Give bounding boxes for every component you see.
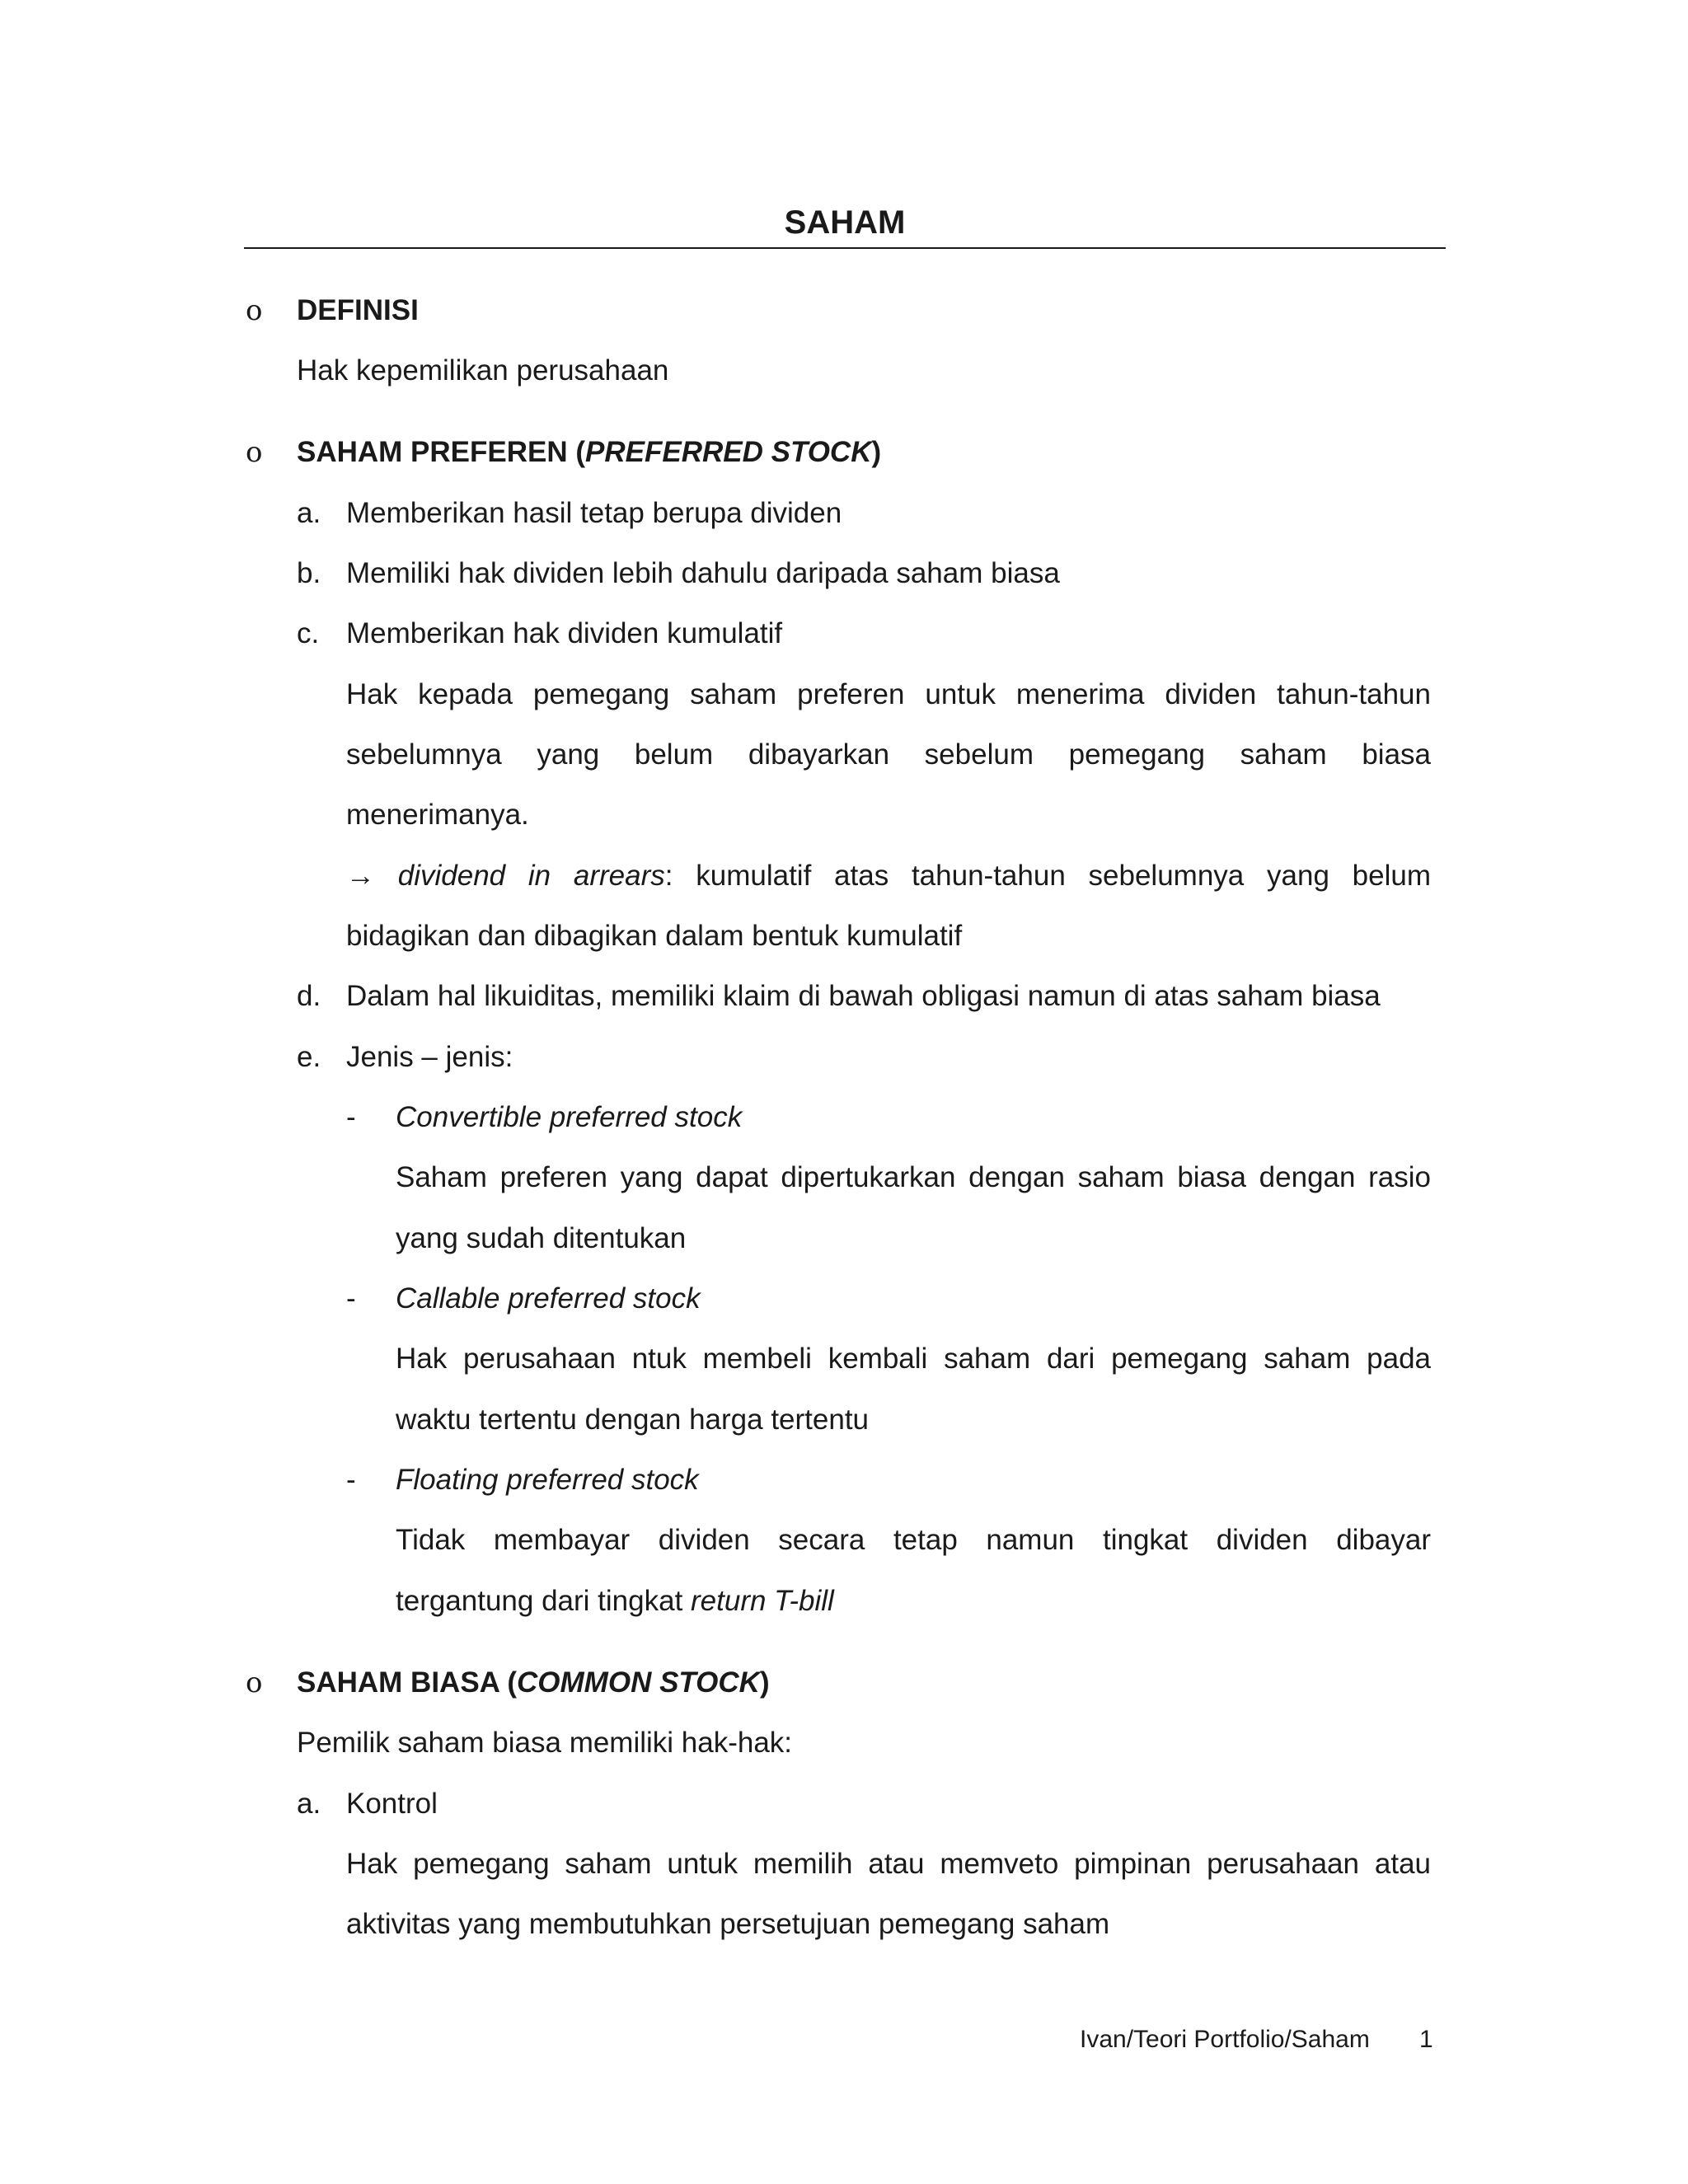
- definisi-text: Hak kepemilikan perusahaan: [297, 354, 669, 387]
- bullet-biasa: o: [246, 1666, 263, 1699]
- arrears-line-2: bidagikan dan dibagikan dalam bentuk kumulatif: [346, 920, 963, 952]
- arrears-term: dividend in arrears: [397, 860, 665, 892]
- heading-preferen-a: SAHAM PREFEREN (: [297, 436, 586, 468]
- type-desc-floating-2-italic: return T-bill: [691, 1585, 834, 1617]
- biasa-item-kontrol: Kontrol: [346, 1788, 438, 1820]
- type-desc-callable-2: waktu tertentu dengan harga tertentu: [396, 1404, 870, 1436]
- heading-preferen-c: ): [871, 436, 882, 468]
- page-title: SAHAM: [784, 204, 906, 241]
- type-dash-1: -: [346, 1101, 356, 1133]
- item-marker-e: e.: [297, 1041, 321, 1073]
- arrow-right-icon: →: [346, 860, 375, 892]
- item-marker-d: d.: [297, 980, 321, 1012]
- heading-definisi: DEFINISI: [297, 294, 419, 326]
- preferen-item-b: Memiliki hak dividen lebih dahulu daripada saham biasa: [346, 557, 1060, 589]
- type-desc-convertible-2: yang sudah ditentukan: [396, 1222, 687, 1254]
- type-desc-floating-2-text: tergantung dari tingkat: [396, 1585, 692, 1617]
- heading-biasa: [297, 1652, 770, 1713]
- type-name-callable: Callable preferred stock: [396, 1282, 701, 1315]
- biasa-kontrol-desc-2: aktivitas yang membutuhkan persetujuan pemegang saham: [346, 1908, 1110, 1940]
- heading-preferen: [297, 422, 881, 483]
- footer-text: Ivan/Teori Portfolio/Saham: [1080, 2026, 1370, 2053]
- item-marker-a: a.: [297, 497, 321, 529]
- type-name-convertible: Convertible preferred stock: [396, 1101, 743, 1133]
- preferen-item-e: Jenis – jenis:: [346, 1041, 513, 1073]
- heading-biasa-c: ): [759, 1666, 770, 1699]
- type-desc-floating-2: [396, 1571, 834, 1632]
- biasa-marker-a: a.: [297, 1788, 321, 1820]
- title-rule: [244, 247, 1446, 249]
- c-desc-line-2: sebelumnya yang belum dibayarkan sebelum pemegang saham biasa: [346, 738, 1431, 771]
- type-dash-2: -: [346, 1282, 356, 1315]
- biasa-intro: Pemilik saham biasa memiliki hak-hak:: [297, 1727, 793, 1759]
- preferen-item-a: Memberikan hasil tetap berupa dividen: [346, 497, 842, 529]
- item-marker-c: c.: [297, 617, 320, 649]
- type-desc-convertible-1: Saham preferen yang dapat dipertukarkan dengan saham biasa dengan rasio: [396, 1161, 1431, 1193]
- heading-biasa-b: COMMON STOCK: [517, 1666, 760, 1699]
- type-dash-3: -: [346, 1464, 356, 1496]
- type-name-floating: Floating preferred stock: [396, 1464, 699, 1496]
- bullet-preferen: o: [246, 436, 263, 469]
- page-number: 1: [1419, 2026, 1433, 2053]
- bullet-definisi: o: [246, 294, 263, 327]
- c-desc-line-3: menerimanya.: [346, 799, 529, 831]
- c-desc-line-1: Hak kepada pemegang saham preferen untuk menerima dividen tahun-tahun: [346, 678, 1431, 710]
- heading-preferen-b: PREFERRED STOCK: [585, 436, 872, 468]
- type-desc-floating-1: Tidak membayar dividen secara tetap namun tingkat dividen dibayar: [396, 1524, 1431, 1556]
- preferen-item-d: Dalam hal likuiditas, memiliki klaim di bawah obligasi namun di atas saham biasa: [346, 980, 1381, 1012]
- arrears-line-1: [346, 846, 1431, 907]
- biasa-kontrol-desc-1: Hak pemegang saham untuk memilih atau memveto pimpinan perusahaan atau: [346, 1848, 1431, 1880]
- preferen-item-c: Memberikan hak dividen kumulatif: [346, 617, 783, 649]
- heading-biasa-a: SAHAM BIASA (: [297, 1666, 518, 1699]
- type-desc-callable-1: Hak perusahaan ntuk membeli kembali saham dari pemegang saham pada: [396, 1343, 1431, 1375]
- item-marker-b: b.: [297, 557, 321, 589]
- arrears-desc: : kumulatif atas tahun-tahun sebelumnya yang belum: [664, 860, 1431, 892]
